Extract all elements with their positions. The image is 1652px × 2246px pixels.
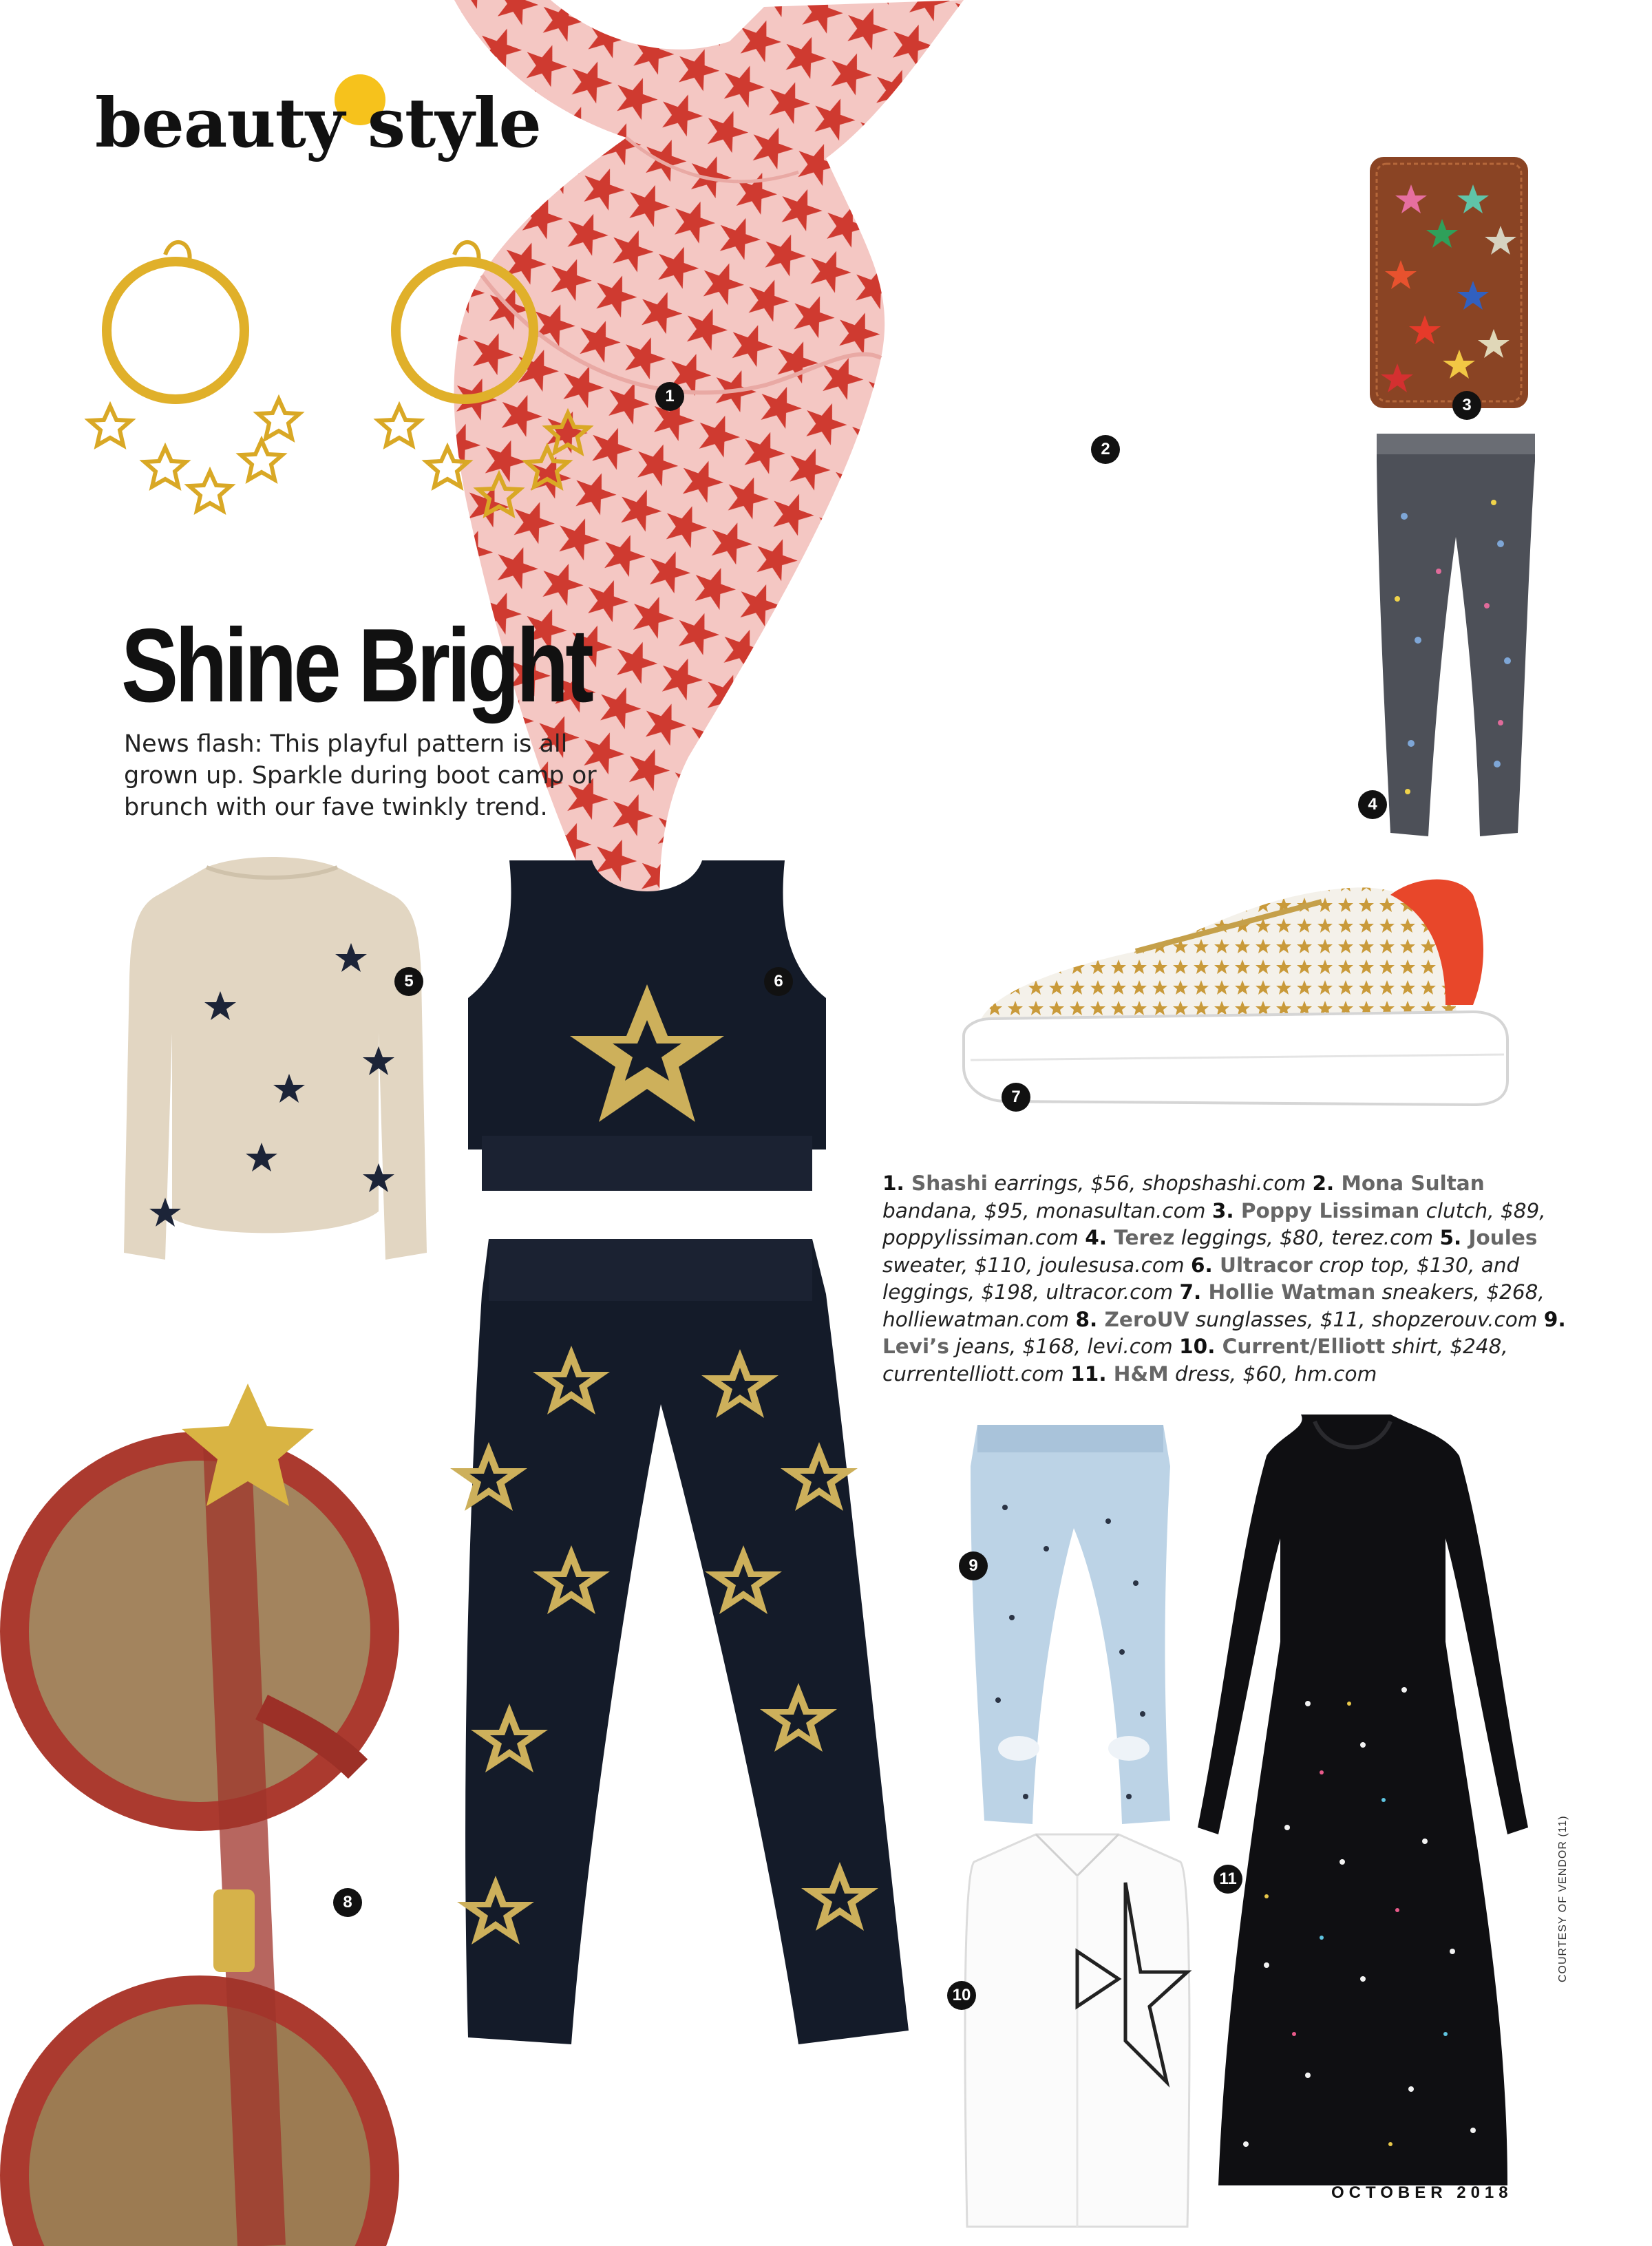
credit-brand: Current/Elliott [1222, 1335, 1386, 1358]
crop-top-image [468, 860, 826, 1198]
section-header-beauty: beauty [95, 84, 344, 163]
badge-9: 9 [959, 1551, 988, 1580]
headline: Shine Bright [121, 607, 591, 724]
credit-details: earrings, $56, shopshashi.com [987, 1172, 1313, 1195]
clutch-image [1370, 157, 1528, 408]
credit-number: 6. [1191, 1253, 1220, 1277]
product-credits [882, 1170, 1571, 1388]
badge-11: 11 [1214, 1865, 1242, 1894]
badge-7: 7 [1002, 1083, 1030, 1112]
credit-details: sweater, $110, joulesusa.com [882, 1253, 1192, 1277]
dress-image [1184, 1415, 1542, 2206]
credit-brand: Ultracor [1220, 1253, 1313, 1277]
folio-date: OCTOBER 2018 [1331, 2183, 1513, 2202]
earrings-image [89, 234, 365, 564]
earrings-image-right [379, 234, 654, 564]
sneakers-image [964, 874, 1583, 1129]
credit-details: crop top, $130, and leggings, $198, ultracor.com [882, 1253, 1520, 1304]
badge-1: 1 [655, 382, 684, 411]
grey-leggings-image [1370, 434, 1542, 840]
credit-number: 11. [1070, 1362, 1114, 1386]
credit-brand: Terez [1114, 1226, 1175, 1249]
credit-details: dress, $60, hm.com [1168, 1362, 1377, 1386]
sweater-image [103, 854, 434, 1267]
sunglasses-image [41, 1384, 454, 2246]
credit-number: 2. [1312, 1172, 1342, 1195]
credit-brand: H&M [1113, 1362, 1169, 1386]
badge-10: 10 [947, 1981, 976, 2010]
badge-4: 4 [1358, 790, 1387, 819]
credit-brand: Shashi [911, 1172, 988, 1195]
credit-brand: Hollie Watman [1208, 1280, 1376, 1304]
jeans-image [957, 1425, 1184, 1831]
badge-5: 5 [394, 967, 423, 996]
credit-details: bandana, $95, monasultan.com [882, 1198, 1212, 1222]
credit-brand: Poppy Lissiman [1240, 1198, 1420, 1222]
credit-details: jeans, $168, levi.com [949, 1335, 1180, 1358]
credit-number: 8. [1075, 1307, 1105, 1331]
credit-brand: Joules [1468, 1226, 1538, 1249]
credit-details: sunglasses, $11, shopzerouv.com [1189, 1307, 1544, 1331]
section-header-style: style [367, 84, 541, 163]
badge-2: 2 [1091, 435, 1120, 464]
credit-details: sneakers, $268, holliewatman.com [882, 1280, 1545, 1331]
credit-number: 3. [1211, 1198, 1241, 1222]
dek-text: News flash: This playful pattern is all grown up. Sparkle during boot camp or brunch with our fave twinkly trend. [124, 730, 597, 821]
credit-details: shirt, $248, currentelliott.com [882, 1335, 1508, 1386]
credit-details: leggings, $80, terez.com [1174, 1226, 1440, 1249]
credit-number: 7. [1179, 1280, 1209, 1304]
badge-8: 8 [333, 1888, 362, 1917]
credit-number: 5. [1439, 1226, 1469, 1249]
credit-brand: Levi’s [882, 1335, 949, 1358]
shirt-image [960, 1834, 1194, 2234]
photo-credit: COURTESY OF VENDOR (11) [1557, 1815, 1569, 1982]
credit-details: clutch, $89, poppylissiman.com [882, 1198, 1546, 1249]
credit-number: 1. [882, 1172, 912, 1195]
credit-number: 10. [1179, 1335, 1222, 1358]
credit-number: 4. [1085, 1226, 1114, 1249]
badge-6: 6 [764, 967, 793, 996]
credit-brand: ZeroUV [1104, 1307, 1189, 1331]
badge-3: 3 [1452, 391, 1481, 420]
credit-number: 9. [1543, 1307, 1566, 1331]
credit-brand: Mona Sultan [1341, 1172, 1485, 1195]
navy-leggings-image [413, 1239, 936, 2051]
